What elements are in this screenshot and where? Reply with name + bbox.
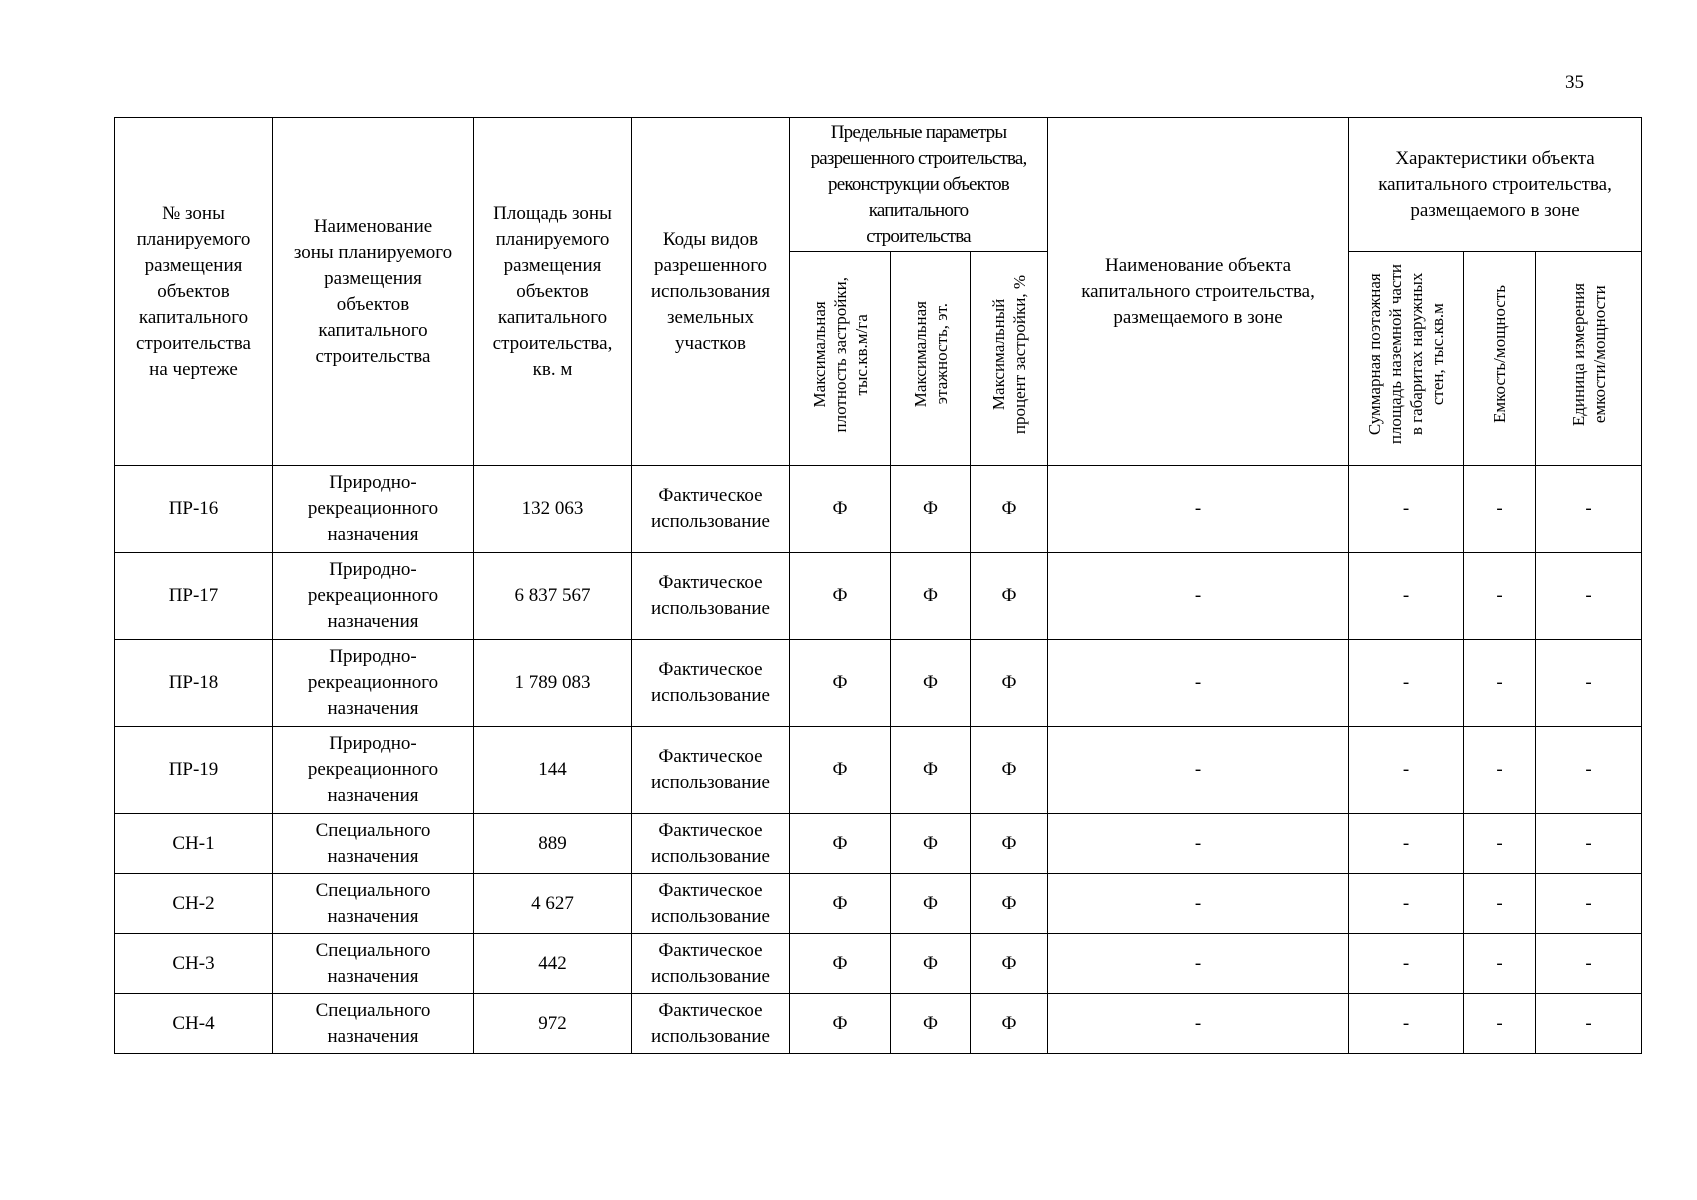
- cell-object: -: [1048, 814, 1349, 874]
- cell-percent: Ф: [971, 814, 1048, 874]
- cell-object: -: [1048, 640, 1349, 727]
- table-row: [115, 934, 1642, 994]
- cell-object: -: [1048, 553, 1349, 640]
- cell-floors: Ф: [891, 994, 971, 1054]
- cell-code: Фактическое использование: [632, 727, 790, 814]
- cell-name: Природно- рекреационного назначения: [273, 466, 474, 553]
- header-zone-name: Наименование зоны планируемого размещения объектов капитального строительства: [273, 118, 474, 466]
- cell-unit: -: [1536, 466, 1642, 553]
- zones-table: [114, 117, 1642, 1054]
- cell-area: 1 789 083: [474, 640, 632, 727]
- cell-total: -: [1349, 994, 1464, 1054]
- cell-name: Природно- рекреационного назначения: [273, 727, 474, 814]
- header-zone-no: № зоны планируемого размещения объектов капитального строительства на чертеже: [115, 118, 273, 466]
- cell-floors: Ф: [891, 727, 971, 814]
- cell-unit: -: [1536, 934, 1642, 994]
- cell-total: -: [1349, 553, 1464, 640]
- cell-code: Фактическое использование: [632, 874, 790, 934]
- cell-density: Ф: [790, 727, 891, 814]
- header-capacity-label: Емкость/мощность: [1490, 285, 1510, 424]
- cell-total: -: [1349, 814, 1464, 874]
- header-area: Площадь зоны планируемого размещения объектов капитального строительства, кв. м: [474, 118, 632, 466]
- cell-name: Специального назначения: [273, 874, 474, 934]
- cell-density: Ф: [790, 466, 891, 553]
- cell-code: Фактическое использование: [632, 553, 790, 640]
- cell-floors: Ф: [891, 934, 971, 994]
- cell-floors: Ф: [891, 874, 971, 934]
- cell-total: -: [1349, 934, 1464, 994]
- header-capacity: [1464, 252, 1536, 466]
- table-row: [115, 814, 1642, 874]
- cell-object: -: [1048, 994, 1349, 1054]
- cell-total: -: [1349, 466, 1464, 553]
- cell-zone: СН-2: [115, 874, 273, 934]
- cell-floors: Ф: [891, 814, 971, 874]
- cell-capacity: -: [1464, 874, 1536, 934]
- cell-density: Ф: [790, 874, 891, 934]
- cell-percent: Ф: [971, 466, 1048, 553]
- cell-area: 144: [474, 727, 632, 814]
- cell-area: 4 627: [474, 874, 632, 934]
- cell-object: -: [1048, 934, 1349, 994]
- cell-capacity: -: [1464, 553, 1536, 640]
- cell-object: -: [1048, 466, 1349, 553]
- header-capacity-unit: [1536, 252, 1642, 466]
- cell-floors: Ф: [891, 553, 971, 640]
- header-total-area: [1349, 252, 1464, 466]
- header-max-floors: [891, 252, 971, 466]
- cell-unit: -: [1536, 874, 1642, 934]
- cell-object: -: [1048, 727, 1349, 814]
- cell-code: Фактическое использование: [632, 466, 790, 553]
- cell-capacity: -: [1464, 640, 1536, 727]
- cell-zone: ПР-18: [115, 640, 273, 727]
- cell-percent: Ф: [971, 553, 1048, 640]
- table-row: [115, 553, 1642, 640]
- cell-floors: Ф: [891, 466, 971, 553]
- cell-capacity: -: [1464, 814, 1536, 874]
- cell-code: Фактическое использование: [632, 994, 790, 1054]
- cell-area: 442: [474, 934, 632, 994]
- cell-density: Ф: [790, 553, 891, 640]
- table-header: [115, 118, 1642, 466]
- header-object-name: Наименование объекта капитального строительства, размещаемого в зоне: [1048, 118, 1349, 466]
- cell-unit: -: [1536, 640, 1642, 727]
- header-codes: Коды видов разрешенного использования земельных участков: [632, 118, 790, 466]
- cell-density: Ф: [790, 814, 891, 874]
- cell-percent: Ф: [971, 874, 1048, 934]
- cell-name: Специального назначения: [273, 814, 474, 874]
- cell-capacity: -: [1464, 727, 1536, 814]
- table-row: [115, 994, 1642, 1054]
- header-max-density-label: Максимальная плотность застройки, тыс.кв.м/га: [809, 276, 871, 433]
- cell-floors: Ф: [891, 640, 971, 727]
- cell-density: Ф: [790, 994, 891, 1054]
- page-number: 35: [1565, 72, 1584, 93]
- cell-zone: ПР-17: [115, 553, 273, 640]
- cell-area: 972: [474, 994, 632, 1054]
- cell-unit: -: [1536, 553, 1642, 640]
- header-characteristics-group: Характеристики объекта капитального строительства, размещаемого в зоне: [1349, 118, 1642, 252]
- cell-area: 132 063: [474, 466, 632, 553]
- cell-percent: Ф: [971, 994, 1048, 1054]
- cell-total: -: [1349, 874, 1464, 934]
- cell-density: Ф: [790, 934, 891, 994]
- cell-capacity: -: [1464, 994, 1536, 1054]
- cell-code: Фактическое использование: [632, 814, 790, 874]
- cell-name: Специального назначения: [273, 934, 474, 994]
- cell-unit: -: [1536, 727, 1642, 814]
- cell-area: 6 837 567: [474, 553, 632, 640]
- header-limits-group: Предельные параметры разрешенного строительства, реконструкции объектов капитального строительства: [790, 118, 1048, 252]
- cell-zone: ПР-19: [115, 727, 273, 814]
- table-row: [115, 727, 1642, 814]
- header-max-percent-label: Максимальный процент застройки, %: [989, 274, 1030, 435]
- cell-zone: СН-1: [115, 814, 273, 874]
- table-row: [115, 466, 1642, 553]
- cell-object: -: [1048, 874, 1349, 934]
- cell-total: -: [1349, 727, 1464, 814]
- cell-percent: Ф: [971, 934, 1048, 994]
- table-row: [115, 874, 1642, 934]
- cell-density: Ф: [790, 640, 891, 727]
- cell-name: Специального назначения: [273, 994, 474, 1054]
- header-max-percent: [971, 252, 1048, 466]
- table-row: [115, 640, 1642, 727]
- cell-zone: СН-4: [115, 994, 273, 1054]
- cell-code: Фактическое использование: [632, 934, 790, 994]
- cell-name: Природно- рекреационного назначения: [273, 553, 474, 640]
- cell-zone: СН-3: [115, 934, 273, 994]
- header-max-floors-label: Максимальная этажность, эт.: [910, 301, 951, 408]
- cell-percent: Ф: [971, 640, 1048, 727]
- cell-zone: ПР-16: [115, 466, 273, 553]
- header-max-density: [790, 252, 891, 466]
- cell-area: 889: [474, 814, 632, 874]
- cell-total: -: [1349, 640, 1464, 727]
- header-total-area-label: Суммарная поэтажная площадь наземной части в габаритах наружных стен, тыс.кв.м: [1365, 264, 1448, 445]
- cell-percent: Ф: [971, 727, 1048, 814]
- cell-name: Природно- рекреационного назначения: [273, 640, 474, 727]
- table-body: [115, 466, 1642, 1054]
- cell-unit: -: [1536, 994, 1642, 1054]
- cell-unit: -: [1536, 814, 1642, 874]
- header-capacity-unit-label: Единица измерения емкости/мощности: [1568, 282, 1609, 427]
- cell-capacity: -: [1464, 934, 1536, 994]
- cell-capacity: -: [1464, 466, 1536, 553]
- cell-code: Фактическое использование: [632, 640, 790, 727]
